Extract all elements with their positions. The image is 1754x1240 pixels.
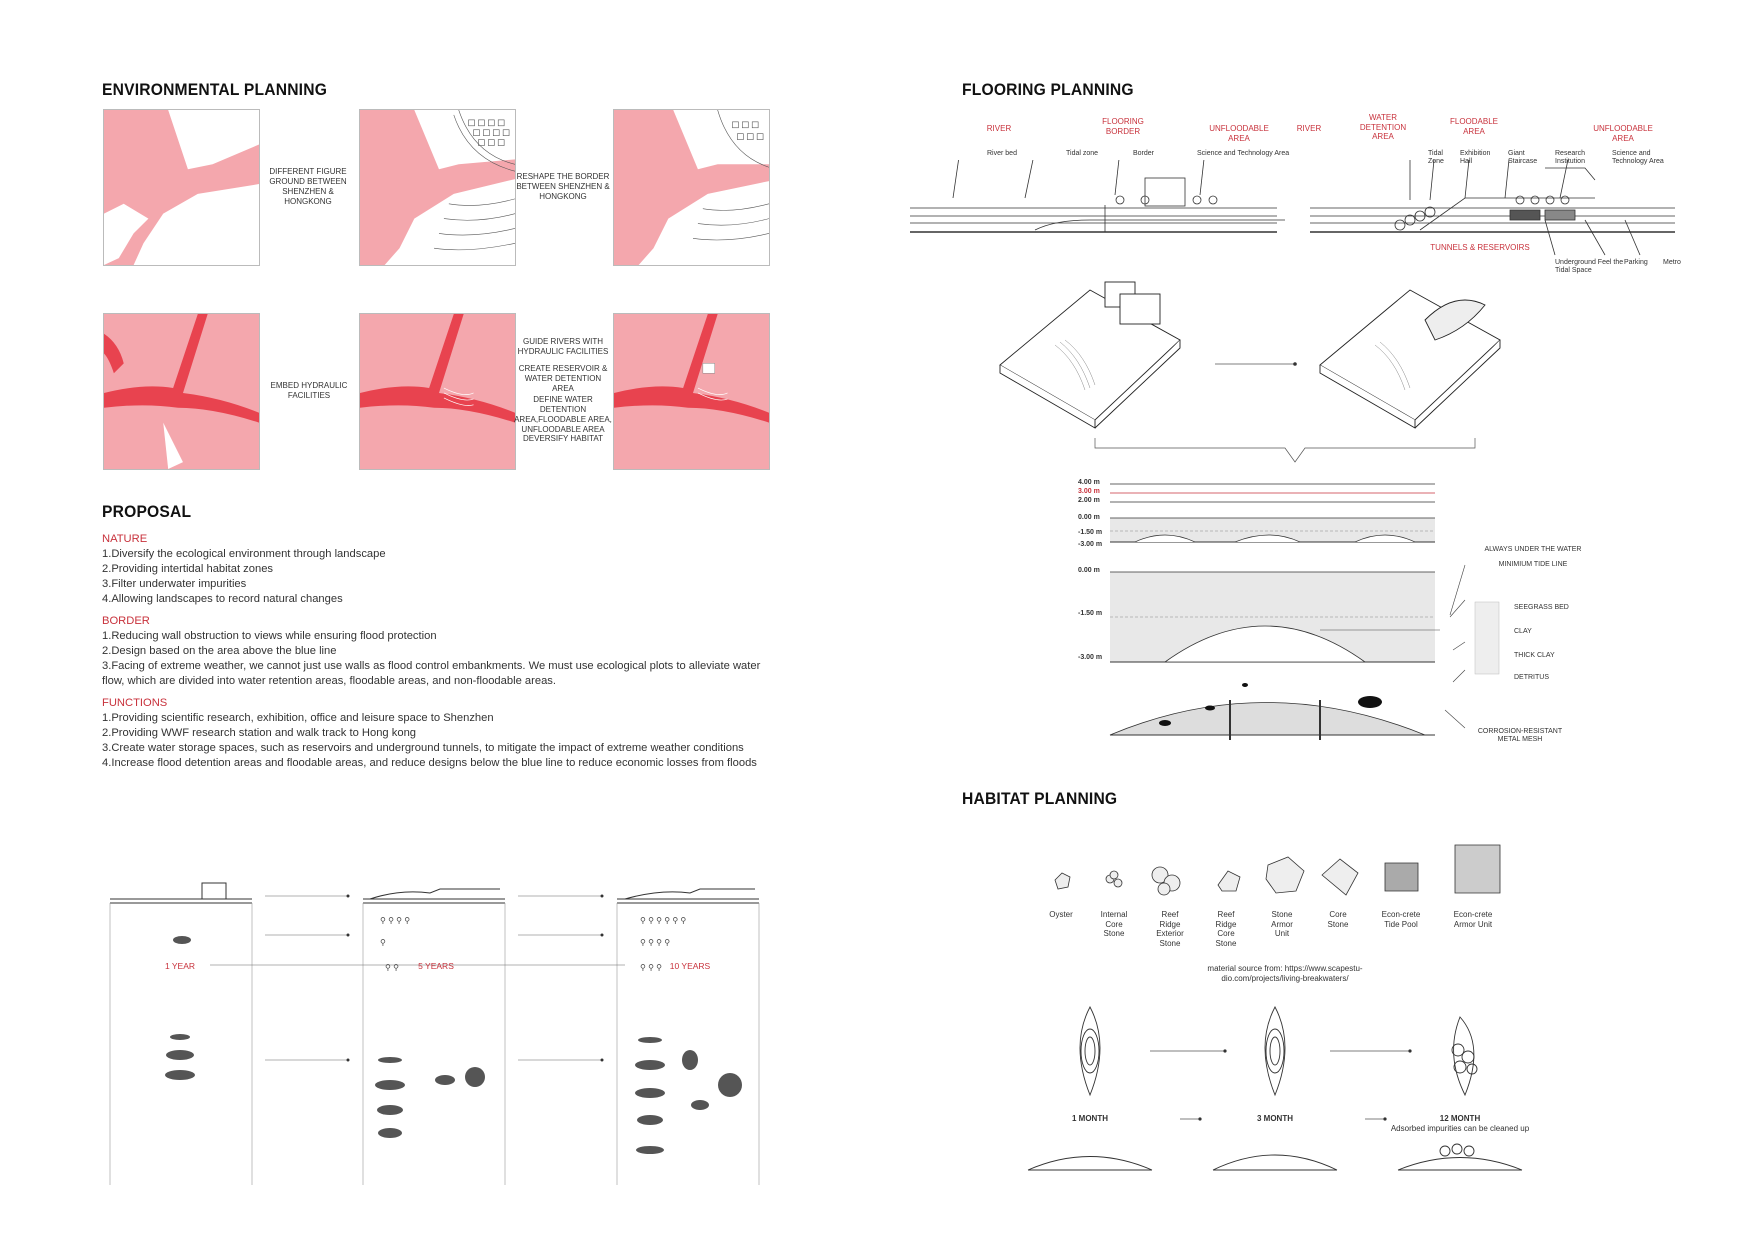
- habitat-source: material source from: https://www.scapestu-dio.com/projects/living-breakwaters/: [1207, 964, 1363, 983]
- level-4: 4.00 m: [1078, 479, 1100, 486]
- unit-reef-core: Reef Ridge Core Stone: [1215, 910, 1237, 948]
- unit-oyster: Oyster: [1049, 910, 1073, 919]
- map-define: [613, 313, 770, 470]
- label-border: Border: [1133, 150, 1155, 157]
- zone-water-detention: WATER DETENTION AREA: [1359, 113, 1407, 141]
- zone-river-right: RIVER: [1296, 124, 1322, 133]
- svg-text:⚲ ⚲ ⚲ ⚲: ⚲ ⚲ ⚲ ⚲: [380, 916, 411, 925]
- map-figure-ground: [103, 109, 260, 266]
- level-3: 3.00 m: [1078, 488, 1100, 495]
- stage-12-month: 12 MONTH: [1439, 1114, 1481, 1123]
- habitat-stages-drawing: [1020, 1005, 1540, 1180]
- note-always-under: ALWAYS UNDER THE WATER: [1484, 546, 1582, 553]
- unit-reef-exterior: Reef Ridge Exterior Stone: [1156, 910, 1184, 948]
- proposal-item: 1.Diversify the ecological environment through landscape: [102, 548, 386, 560]
- label-underground: Underground Feel the Tidal Space: [1555, 259, 1624, 274]
- stage-note: Adsorbed impurities can be cleaned up: [1390, 1124, 1530, 1133]
- note-create: CREATE RESERVOIR & WATER DETENTION AREA: [518, 364, 608, 393]
- proposal-item: 2.Design based on the area above the blue line: [102, 645, 337, 657]
- svg-text:⚲ ⚲ ⚲ ⚲ ⚲ ⚲: ⚲ ⚲ ⚲ ⚲ ⚲ ⚲: [640, 916, 687, 925]
- note-min-tide: MINIMIUM TIDE LINE: [1498, 561, 1568, 568]
- label-metro: Metro: [1663, 259, 1681, 266]
- flooring-title: FLOORING PLANNING: [962, 80, 1134, 99]
- label-sci-tech-right: Science and Technology Area: [1612, 150, 1664, 165]
- proposal-nature-heading: NATURE: [102, 533, 148, 545]
- level-m3: -3.00 m: [1078, 541, 1103, 548]
- label-staircase: Giant Staircase: [1508, 150, 1538, 165]
- label-river-bed: River bed: [987, 150, 1017, 157]
- map-figure-ground-svg: [104, 110, 259, 265]
- proposal-title: PROPOSAL: [102, 502, 192, 521]
- proposal-item: 3.Create water storage spaces, such as reservoirs and underground tunnels, to mitigate the impact of extreme weather conditions: [102, 742, 744, 754]
- proposal-item: 2.Providing intertidal habitat zones: [102, 563, 274, 575]
- label-research: Research Institution: [1555, 150, 1585, 165]
- proposal-item: 4.Increase flood detention areas and floodable areas, and reduce designs below the blue line to reduce economic losses from floods: [102, 757, 757, 769]
- label-tidal-zone-right: Tidal Zone: [1428, 150, 1444, 165]
- note-embed: EMBED HYDRAULIC FACILITIES: [270, 381, 348, 400]
- timeline-diagram: [100, 875, 770, 1195]
- unit-internal-core: Internal Core Stone: [1100, 910, 1128, 938]
- zone-unfloodable-right: UNFLOODABLE AREA: [1593, 124, 1653, 143]
- unit-armor: Econ-crete Armor Unit: [1453, 910, 1493, 929]
- level-0: 0.00 m: [1078, 514, 1100, 521]
- zone-unfloodable-left: UNFLOODABLE AREA: [1209, 124, 1269, 143]
- proposal-item: 2.Providing WWF research station and walk track to Hong kong: [102, 727, 417, 739]
- proposal-border-heading: BORDER: [102, 615, 150, 627]
- legend-thick-clay: THICK CLAY: [1514, 652, 1555, 659]
- timeline-stage-10: 10 YEARS: [669, 961, 711, 971]
- level-b-m1-5: -1.50 m: [1078, 610, 1103, 617]
- svg-text:⚲: ⚲: [380, 938, 386, 947]
- zone-flooring-border: FLOORING BORDER: [1102, 117, 1144, 136]
- svg-text:⚲ ⚲ ⚲: ⚲ ⚲ ⚲: [640, 963, 663, 972]
- habitat-units-drawing: [1040, 835, 1520, 905]
- stage-1-month: 1 MONTH: [1072, 1114, 1108, 1123]
- svg-text:⚲ ⚲: ⚲ ⚲: [385, 963, 399, 972]
- proposal-item: 4.Allowing landscapes to record natural changes: [102, 593, 343, 605]
- habitat-title: HABITAT PLANNING: [962, 789, 1118, 808]
- proposal-item: 3.Facing of extreme weather, we cannot just use walls as flood control embankments. We must use ecological plots to alleviate water flow, which are divided into water retention areas, floodable areas, and non-floodable areas.: [102, 660, 761, 687]
- axonometric-views: [995, 270, 1575, 470]
- label-parking: Parking: [1624, 259, 1648, 266]
- legend-detritus: DETRITUS: [1514, 674, 1549, 681]
- legend-seegrass: SEEGRASS BED: [1514, 604, 1569, 611]
- tide-levels-diagram: [1105, 480, 1555, 750]
- stage-3-month: 3 MONTH: [1257, 1114, 1293, 1123]
- proposal-item: 1.Reducing wall obstruction to views while ensuring flood protection: [102, 630, 437, 642]
- note-define: DEFINE WATER DETENTION AREA,FLOODABLE AREA, UNFLOODABLE AREA: [514, 395, 612, 434]
- env-title: ENVIRONMENTAL PLANNING: [102, 80, 328, 99]
- level-b-m3: -3.00 m: [1078, 654, 1103, 661]
- zone-floodable: FLOODABLE AREA: [1449, 117, 1498, 136]
- proposal-item: 1.Providing scientific research, exhibition, office and leisure space to Shenzhen: [102, 712, 494, 724]
- unit-core-stone: Core Stone: [1327, 910, 1349, 929]
- map-embed: [103, 313, 260, 470]
- note-guide: GUIDE RIVERS WITH HYDRAULIC FACILITIES: [517, 337, 609, 356]
- note-metal-mesh: CORROSION-RESISTANT METAL MESH: [1477, 728, 1563, 743]
- unit-stone-armor: Stone Armor Unit: [1271, 910, 1293, 938]
- level-m1-5: -1.50 m: [1078, 529, 1103, 536]
- note-figure-ground: DIFFERENT FIGURE GROUND BETWEEN SHENZHEN & HONGKONG: [269, 167, 347, 206]
- timeline-stage-1: 1 YEAR: [164, 961, 196, 971]
- proposal-functions-heading: FUNCTIONS: [102, 697, 168, 709]
- level-b-0: 0.00 m: [1078, 567, 1100, 574]
- proposal-item: 3.Filter underwater impurities: [102, 578, 247, 590]
- unit-tide-pool: Econ-crete Tide Pool: [1381, 910, 1421, 929]
- map-reshape: [359, 109, 516, 266]
- level-2: 2.00 m: [1078, 497, 1100, 504]
- label-sci-tech-left: Science and Technology Area: [1197, 150, 1290, 157]
- zone-river-left: RIVER: [986, 124, 1012, 133]
- note-diversify: DEVERSIFY HABITAT: [522, 434, 603, 443]
- timeline-stage-5: 5 YEARS: [418, 961, 454, 971]
- label-tidal-zone: Tidal zone: [1066, 150, 1099, 157]
- map-reshape-2: [613, 109, 770, 266]
- legend-clay: CLAY: [1514, 628, 1532, 635]
- map-guide: [359, 313, 516, 470]
- label-exhibition: Exhibition Hall: [1460, 150, 1491, 165]
- label-tunnels: TUNNELS & RESERVOIRS: [1430, 243, 1530, 252]
- svg-text:⚲ ⚲ ⚲ ⚲: ⚲ ⚲ ⚲ ⚲: [640, 938, 671, 947]
- note-reshape: RESHAPE THE BORDER BETWEEN SHENZHEN & HONGKONG: [516, 172, 610, 201]
- proposal-body: [102, 532, 782, 771]
